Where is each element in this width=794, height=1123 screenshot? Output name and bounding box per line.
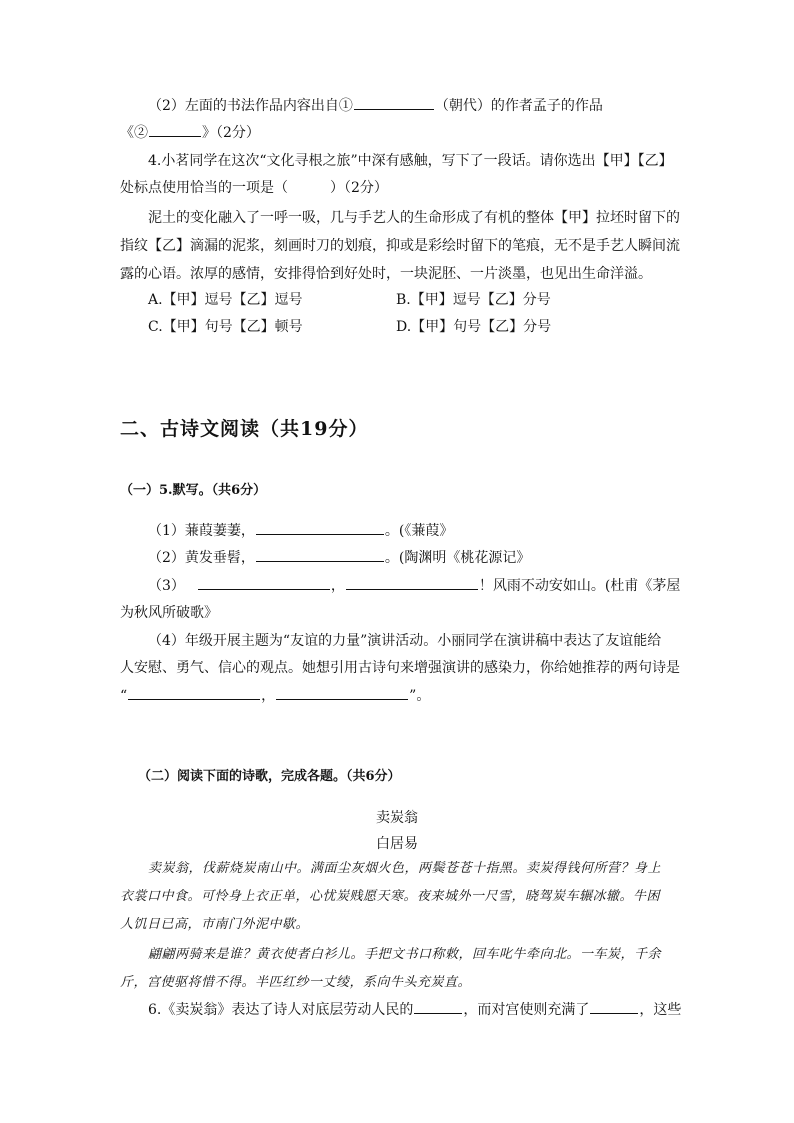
answer-blank[interactable] — [590, 1001, 638, 1014]
answer-blank[interactable] — [346, 577, 478, 590]
dictation-item-3-line2: 为秋风所破歌》 — [120, 605, 218, 621]
poem-author: 白居易 — [376, 836, 418, 852]
answer-blank[interactable] — [128, 687, 260, 700]
poem-line: 斤，宫使驱将惜不得。半匹红纱一丈绫，系向牛头充炭直。 — [120, 975, 472, 990]
q4-stem-line2: 处标点使用恰当的一项是（ ）（2分） — [120, 180, 388, 196]
q3-part2-line1: （2）左面的书法作品内容出自① （朝代）的作者孟子的作品 — [148, 98, 603, 114]
answer-blank[interactable] — [149, 124, 201, 137]
dictation-item-4-line2: 人安慰、勇气、信心的观点。她想引用古诗句来增强演讲的感染力，你给她推荐的两句诗是 — [120, 660, 680, 676]
dictation-item-1: （1）蒹葭萋萋， 。(《蒹葭》 — [148, 523, 454, 539]
part1-title: （一）5.默写。（共6分） — [120, 483, 267, 498]
dictation-item-4-line1: （4）年级开展主题为“友谊的力量”演讲活动。小丽同学在演讲稿中表达了友谊能给 — [148, 633, 662, 649]
section2-title: 二、古诗文阅读（共19分） — [120, 418, 369, 440]
answer-blank[interactable] — [256, 522, 384, 535]
q4-option-a[interactable]: A.【甲】逗号【乙】逗号 — [148, 292, 303, 308]
poem-title: 卖炭翁 — [376, 810, 418, 826]
q4-stem-line1: 4.小茗同学在这次“文化寻根之旅”中深有感触，写下了一段话。请你选出【甲】【乙】 — [148, 153, 673, 169]
answer-blank[interactable] — [256, 549, 384, 562]
part2-title: （二）阅读下面的诗歌，完成各题。（共6分） — [138, 769, 401, 784]
poem-line: 人饥日已高，市南门外泥中歇。 — [120, 917, 310, 932]
q4-option-d[interactable]: D.【甲】句号【乙】分号 — [396, 319, 552, 335]
poem-line: 翩翩两骑来是谁？黄衣使者白衫儿。手把文书口称敕，回车叱牛牵向北。一车炭，千余 — [148, 947, 662, 962]
q4-passage-line1: 泥土的变化融入了一呼一吸，几与手艺人的生命形成了有机的整体【甲】拉坯时留下的 — [148, 210, 680, 226]
answer-blank[interactable] — [276, 687, 408, 700]
dictation-item-3: （3） ， ！风雨不动安如山。(杜甫《茅屋 — [148, 578, 681, 594]
q4-option-c[interactable]: C.【甲】句号【乙】顿号 — [148, 319, 303, 335]
q3-part2-line2: 《② 》（2分） — [120, 125, 260, 141]
poem-line: 卖炭翁，伐薪烧炭南山中。满面尘灰烟火色，两鬓苍苍十指黑。卖炭得钱何所营？身上 — [148, 861, 662, 876]
q4-passage-line2: 指纹【乙】滴漏的泥浆，刻画时刀的划痕，抑或是彩绘时留下的笔痕，无不是手艺人瞬间流 — [120, 238, 680, 254]
q4-option-b[interactable]: B.【甲】逗号【乙】分号 — [396, 292, 551, 308]
answer-blank[interactable] — [198, 577, 330, 590]
answer-blank[interactable] — [414, 1001, 462, 1014]
q6-stem: 6.《卖炭翁》表达了诗人对底层劳动人民的 ，而对宫使则充满了 ，这些 — [148, 1002, 682, 1018]
q4-passage-line3: 露的心语。浓厚的感情，安排得恰到好处时，一块泥胚、一片淡墨，也见出生命洋溢。 — [120, 266, 652, 282]
answer-blank[interactable] — [354, 97, 434, 110]
dictation-item-2: （2）黄发垂髫， 。(陶渊明《桃花源记》 — [148, 550, 531, 566]
poem-line: 衣裳口中食。可怜身上衣正单，心忧炭贱愿天寒。夜来城外一尺雪，晓驾炭车辗冰辙。牛困 — [120, 889, 661, 904]
dictation-item-4-line3: “ ， ”。 — [120, 688, 431, 704]
